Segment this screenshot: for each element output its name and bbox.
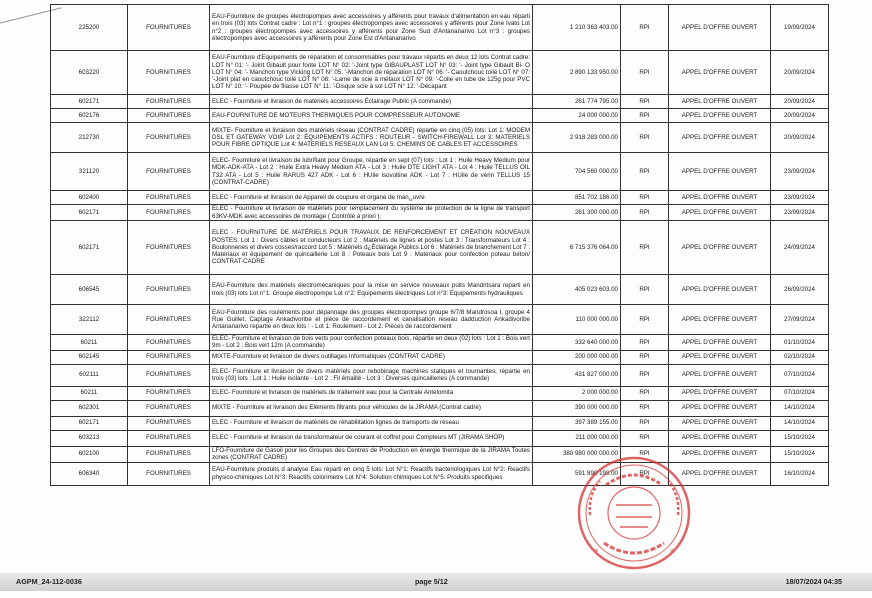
date-cell: 23/09/2024 (771, 205, 829, 221)
date-cell: 27/09/2024 (771, 305, 829, 335)
table-row (51, 95, 829, 109)
procurement-mode-cell: APPEL D'OFFRE OUVERT (669, 95, 771, 109)
date-cell: 23/09/2024 (771, 191, 829, 205)
procurement-mode-cell: APPEL D'OFFRE OUVERT (669, 462, 771, 485)
procurement-type-cell: FOURNITURES (128, 364, 210, 386)
amount-cell: 200 000 000.00 (533, 350, 621, 364)
budget-code-cell: 321120 (51, 153, 128, 191)
budget-code-cell: 60211 (51, 335, 128, 351)
amount-cell: 2 000 000.00 (533, 386, 621, 400)
print-timestamp: 18/07/2024 04:35 (785, 577, 842, 586)
description-cell: ELEC - FOURNITURE DE MATÉRIELS POUR TRAVAUX DE RENFORCEMENT ET CRÉATION NOUVEAUX POSTES: Lot 1 : Divers câbles et conducteurs Lot 2 : Matériels de lignes et postes Lot 3 : Transformateurs Lot 4 : Boulonneries et divers cosses/raccord Lot 5 : Matériels d¿Éclairage Publics Lot 6 : Matériels de branchement Lot 7 : Matériaux et équipement de quincaillerie Lot 8 : Poteaux bois Lot 9 : Matériaux pour confection poteau béton/ CONTRAT-CADRE (210, 221, 533, 275)
amount-cell: 261 300 000.00 (533, 205, 621, 221)
description-cell: ELEC- Fourniture et livraison de bois verts pour confection poteaux bois, répartie en deux (02) lots : Lot 1 : Bois vert 9m - Lot 2 : Bois vert 12m (A commande) (210, 335, 533, 351)
date-cell: 20/09/2024 (771, 51, 829, 95)
procurement-type-cell: FOURNITURES (128, 400, 210, 416)
procurement-type-cell: FOURNITURES (128, 5, 210, 51)
funding-source-cell: RPI (621, 350, 669, 364)
procurement-mode-cell: APPEL D'OFFRE OUVERT (669, 335, 771, 351)
procurement-mode-cell: APPEL D'OFFRE OUVERT (669, 191, 771, 205)
description-cell: ELEC - Fourniture et livraison de matériels pour remplacement du système de protection de la ligne de transport 63KV-MDK avec accessoires de montage ( Contrôle à priori ). (210, 205, 533, 221)
amount-cell: 851 702 186.00 (533, 191, 621, 205)
procurement-type-cell: FOURNITURES (128, 51, 210, 95)
procurement-mode-cell: APPEL D'OFFRE OUVERT (669, 109, 771, 123)
funding-source-cell: RPI (621, 5, 669, 51)
procurement-mode-cell: APPEL D'OFFRE OUVERT (669, 400, 771, 416)
date-cell: 14/10/2024 (771, 416, 829, 430)
funding-source-cell: RPI (621, 205, 669, 221)
table-row (51, 416, 829, 430)
description-cell: ELEC- Fourniture et livraison de divers matériels pour rebobinage machines statiques et tournantes, répartie en trois (03) lots : Lot 1 : Huile isolante - Lot 2 : Fil émaillé - Lot 3 : Diverses quincailleries (A commande) (210, 364, 533, 386)
procurement-mode-cell: APPEL D'OFFRE OUVERT (669, 350, 771, 364)
amount-cell: 2 890 133 950.00 (533, 51, 621, 95)
procurement-mode-cell: APPEL D'OFFRE OUVERT (669, 123, 771, 153)
procurement-type-cell: FOURNITURES (128, 153, 210, 191)
table-row (51, 205, 829, 221)
budget-code-cell: 225200 (51, 5, 128, 51)
table-body (51, 5, 829, 486)
procurement-mode-cell: APPEL D'OFFRE OUVERT (669, 5, 771, 51)
table-row (51, 364, 829, 386)
date-cell: 24/09/2024 (771, 221, 829, 275)
description-cell: ELEC - Fourniture et livraison de matériels accessoires Éclairage Public (A commande) (210, 95, 533, 109)
budget-code-cell: 602301 (51, 400, 128, 416)
budget-code-cell: 602145 (51, 350, 128, 364)
table-row (51, 462, 829, 485)
funding-source-cell: RPI (621, 123, 669, 153)
description-cell: EAU-Fourniture des roulements pour dépannage des groupes électropompes groupe 6/7/8 Mandrosoa I, groupe 4 Rue Guillet, Captage Ankadivoribe et pièce de raccordement et canalisation reseau dadduction Ankadivoribe Antananarivo repartie en deux lots : - Lot 1: Roulement - Lot 2: Pièces de raccordement (210, 305, 533, 335)
date-cell: 20/09/2024 (771, 95, 829, 109)
procurement-mode-cell: APPEL D'OFFRE OUVERT (669, 364, 771, 386)
date-cell: 26/09/2024 (771, 275, 829, 305)
amount-cell: 2 918 283 000.00 (533, 123, 621, 153)
description-cell: EAU-Fourniture des matériels électromécaniques pour la mise en service nouveaux puits Mandritsara reparti en trois (03) lots Lot n°1: Groupe électropompe Lot n°2: Equipements électriques Lot n°3: Equipements hydrauliques (210, 275, 533, 305)
budget-code-cell: 606545 (51, 275, 128, 305)
svg-text:*: * (670, 548, 675, 558)
funding-source-cell: RPI (621, 109, 669, 123)
amount-cell: 261 774 795.00 (533, 95, 621, 109)
procurement-mode-cell: APPEL D'OFFRE OUVERT (669, 386, 771, 400)
funding-source-cell: RPI (621, 51, 669, 95)
date-cell: 14/10/2024 (771, 400, 829, 416)
amount-cell: 704 560 000.00 (533, 153, 621, 191)
description-cell: MIXTE-Fourniture et livraison de divers outillages Informatiques (CONTRAT CADRE) (210, 350, 533, 364)
procurement-type-cell: FOURNITURES (128, 430, 210, 446)
table-row (51, 51, 829, 95)
procurement-type-cell: FOURNITURES (128, 109, 210, 123)
table-row (51, 386, 829, 400)
budget-code-cell: 603220 (51, 51, 128, 95)
table-row (51, 430, 829, 446)
table-row (51, 153, 829, 191)
amount-cell: 591 890 198.00 (533, 462, 621, 485)
funding-source-cell: RPI (621, 364, 669, 386)
procurement-table (50, 4, 829, 486)
funding-source-cell: RPI (621, 446, 669, 462)
funding-source-cell: RPI (621, 305, 669, 335)
procurement-mode-cell: APPEL D'OFFRE OUVERT (669, 221, 771, 275)
amount-cell: 380 980 000 000.00 (533, 446, 621, 462)
table-row (51, 123, 829, 153)
funding-source-cell: RPI (621, 400, 669, 416)
date-cell: 01/10/2024 (771, 335, 829, 351)
procurement-type-cell: FOURNITURES (128, 191, 210, 205)
procurement-mode-cell: APPEL D'OFFRE OUVERT (669, 205, 771, 221)
procurement-type-cell: FOURNITURES (128, 462, 210, 485)
date-cell: 15/10/2024 (771, 430, 829, 446)
funding-source-cell: RPI (621, 416, 669, 430)
description-cell: ELEC - Fourniture et livraison de Appareil de coupure et organe de man␣uvre (210, 191, 533, 205)
procurement-mode-cell: APPEL D'OFFRE OUVERT (669, 446, 771, 462)
procurement-mode-cell: APPEL D'OFFRE OUVERT (669, 305, 771, 335)
funding-source-cell: RPI (621, 462, 669, 485)
description-cell: ELEC- Fourniture et livraison de lubrifiant pour Groupe, répartie en sept (07) lots : Lot 1 : Huile Heavy Medium pour MDK-ADK-ATA - Lot 2 : Huile Extra Heavy Medium ATA - Lot 3 : Huile DTE LIGHT ATA - Lot 4 : Huile TELLUS OIL T32 ATA - Lot 5 : Huile RARUS 427 ADK - Lot 6 : HUile isovoltine ADK - Lot 7 : HUile de vérin TELLUS 15 (CONTRAT-CADRE) (210, 153, 533, 191)
table-row (51, 221, 829, 275)
date-cell: 15/10/2024 (771, 446, 829, 462)
description-cell: MIXTE - Fourniture et livraison des Eléments filtrants pour véhicules de la JIRAMA (Contrat cadre) (210, 400, 533, 416)
budget-code-cell: 602111 (51, 364, 128, 386)
date-cell: 23/09/2024 (771, 153, 829, 191)
budget-code-cell: 603213 (51, 430, 128, 446)
budget-code-cell: 602171 (51, 416, 128, 430)
table-row (51, 350, 829, 364)
description-cell: ELEC - Fourniture et livraison de matériels de réhabilitation lignes de transports de réseau (210, 416, 533, 430)
page-footer (0, 573, 872, 591)
funding-source-cell: RPI (621, 95, 669, 109)
budget-code-cell: 602171 (51, 95, 128, 109)
table-row (51, 275, 829, 305)
funding-source-cell: RPI (621, 275, 669, 305)
table-row (51, 5, 829, 51)
table-row (51, 305, 829, 335)
procurement-type-cell: FOURNITURES (128, 221, 210, 275)
amount-cell: 24 000 000.00 (533, 109, 621, 123)
date-cell: 20/09/2024 (771, 109, 829, 123)
table-row (51, 446, 829, 462)
amount-cell: 332 640 000.00 (533, 335, 621, 351)
description-cell: EAU-Fourniture de groupes électropompes avec accessoires y afférents pour travaux d'alimentation en eau réparti en trois (03) lots Contrat cadre : Lot n°1 : groupes électropompes avec accessoires y afférents pour Zone Ivato Lot n°2 : groupes électropompes avec accessoires y afférents pour Zone Sud d'Antananarivo Lot n°3 : groupes électropompes avec accessoires y afférents pour Zone Est d'Antananarivo (210, 5, 533, 51)
funding-source-cell: RPI (621, 386, 669, 400)
budget-code-cell: 602400 (51, 191, 128, 205)
funding-source-cell: RPI (621, 221, 669, 275)
description-cell: ELEC - Fourniture et livraison de transformateur de courant et coffret pour Compteurs MT (JIRAMA SHOP) (210, 430, 533, 446)
amount-cell: 1 210 363 403.00 (533, 5, 621, 51)
date-cell: 16/10/2024 (771, 462, 829, 485)
date-cell: 02/10/2024 (771, 350, 829, 364)
funding-source-cell: RPI (621, 191, 669, 205)
amount-cell: 431 827 000.00 (533, 364, 621, 386)
procurement-type-cell: FOURNITURES (128, 335, 210, 351)
budget-code-cell: 602171 (51, 205, 128, 221)
svg-text:*: * (594, 548, 599, 558)
funding-source-cell: RPI (621, 430, 669, 446)
amount-cell: 390 000 000.00 (533, 400, 621, 416)
description-cell: ELEC- Fourniture et livraison de matériels de traitement eau pour la Centrale Antelomita (210, 386, 533, 400)
procurement-mode-cell: APPEL D'OFFRE OUVERT (669, 275, 771, 305)
procurement-type-cell: FOURNITURES (128, 350, 210, 364)
date-cell: 20/09/2024 (771, 123, 829, 153)
table-row (51, 335, 829, 351)
amount-cell: 6 715 376 064.00 (533, 221, 621, 275)
budget-code-cell: 602176 (51, 109, 128, 123)
date-cell: 19/09/2024 (771, 5, 829, 51)
procurement-type-cell: FOURNITURES (128, 205, 210, 221)
procurement-type-cell: FOURNITURES (128, 95, 210, 109)
description-cell: MIXTE- Fourniture et livraison des matériels réseau (CONTRAT CADRE) répartie en cinq (05) lots: Lot 1: MODEM DSL ET GATEWAY VOIP Lot 2: ÉQUIPEMENTS ACTIFS : ROUTEUR - SWITCH-FIREWALL Lot 3: MATERIELS POUR FIBRE OPTIQUE Lot 4: MATERIELS RESEAUX LAN Lot 5: CHEMINS DE CABLES ET ACCESSOIRES (210, 123, 533, 153)
procurement-mode-cell: APPEL D'OFFRE OUVERT (669, 153, 771, 191)
table-row (51, 109, 829, 123)
description-cell: LFO-Fourniture de Gasoil pour les Groupes des Centres de Production en énergie thermique de la JIRAMA Toutes zones (CONTRAT CADRE) (210, 446, 533, 462)
procurement-type-cell: FOURNITURES (128, 446, 210, 462)
budget-code-cell: 60211 (51, 386, 128, 400)
document-reference: AGPM_24-112-0036 (16, 577, 82, 586)
procurement-type-cell: FOURNITURES (128, 123, 210, 153)
procurement-type-cell: FOURNITURES (128, 386, 210, 400)
description-cell: EAU-FOURNITURE DE MOTEURS THERMIQUES POUR COMPRESSEUR AUTONOME (210, 109, 533, 123)
procurement-type-cell: FOURNITURES (128, 275, 210, 305)
budget-code-cell: 212730 (51, 123, 128, 153)
budget-code-cell: 602171 (51, 221, 128, 275)
amount-cell: 110 000 000.00 (533, 305, 621, 335)
date-cell: 07/10/2024 (771, 386, 829, 400)
table-row (51, 191, 829, 205)
funding-source-cell: RPI (621, 153, 669, 191)
description-cell: EAU-Fourniture produits d analyse Eau réparti en cinq 5 lots: Lot N°1: Reactifs bacteriologiques Lot N°2: Reactifs physico-chimiques Lot N°3: Reactifs colorimetre Lot N°4: Solution chimiques Lot N°5: Produits specifiques (210, 462, 533, 485)
budget-code-cell: 322112 (51, 305, 128, 335)
table-row (51, 400, 829, 416)
procurement-mode-cell: APPEL D'OFFRE OUVERT (669, 51, 771, 95)
procurement-type-cell: FOURNITURES (128, 305, 210, 335)
budget-code-cell: 606340 (51, 462, 128, 485)
amount-cell: 211 000 000.00 (533, 430, 621, 446)
budget-code-cell: 602100 (51, 446, 128, 462)
date-cell: 07/10/2024 (771, 364, 829, 386)
procurement-mode-cell: APPEL D'OFFRE OUVERT (669, 430, 771, 446)
funding-source-cell: RPI (621, 335, 669, 351)
page-number: page 5/12 (415, 577, 448, 586)
description-cell: EAU-Fourniture d'Equipements de réparation et consommables pour travaux répartis en deux 12 lots Contrat cadre: LOT N° 01: '- Joint Gibault pour fonte LOT N° 02: '-Joint type GIBAUPLAST LOT N° 03: '- Joint type Gibault Bi- O LOT N° 04: '- Manchon type Vicking LOT N° 05: '-Manchon de réparation LOT N° 06: '- Caoutchouc toilé LOT N° 07: '-Joint plat en caoutchouc toilé LOT N° 08: '-Lame de scie à métaux LOT N° 09: '-Colle en tube de 125g pour PVC LOT N° 10: '- Poupée de filasse LOT N° 11: '-Disque scie à sol LOT N° 12: '-Décapant (210, 51, 533, 95)
procurement-mode-cell: APPEL D'OFFRE OUVERT (669, 416, 771, 430)
amount-cell: 405 023 603.00 (533, 275, 621, 305)
amount-cell: 397 389 155.00 (533, 416, 621, 430)
procurement-type-cell: FOURNITURES (128, 416, 210, 430)
